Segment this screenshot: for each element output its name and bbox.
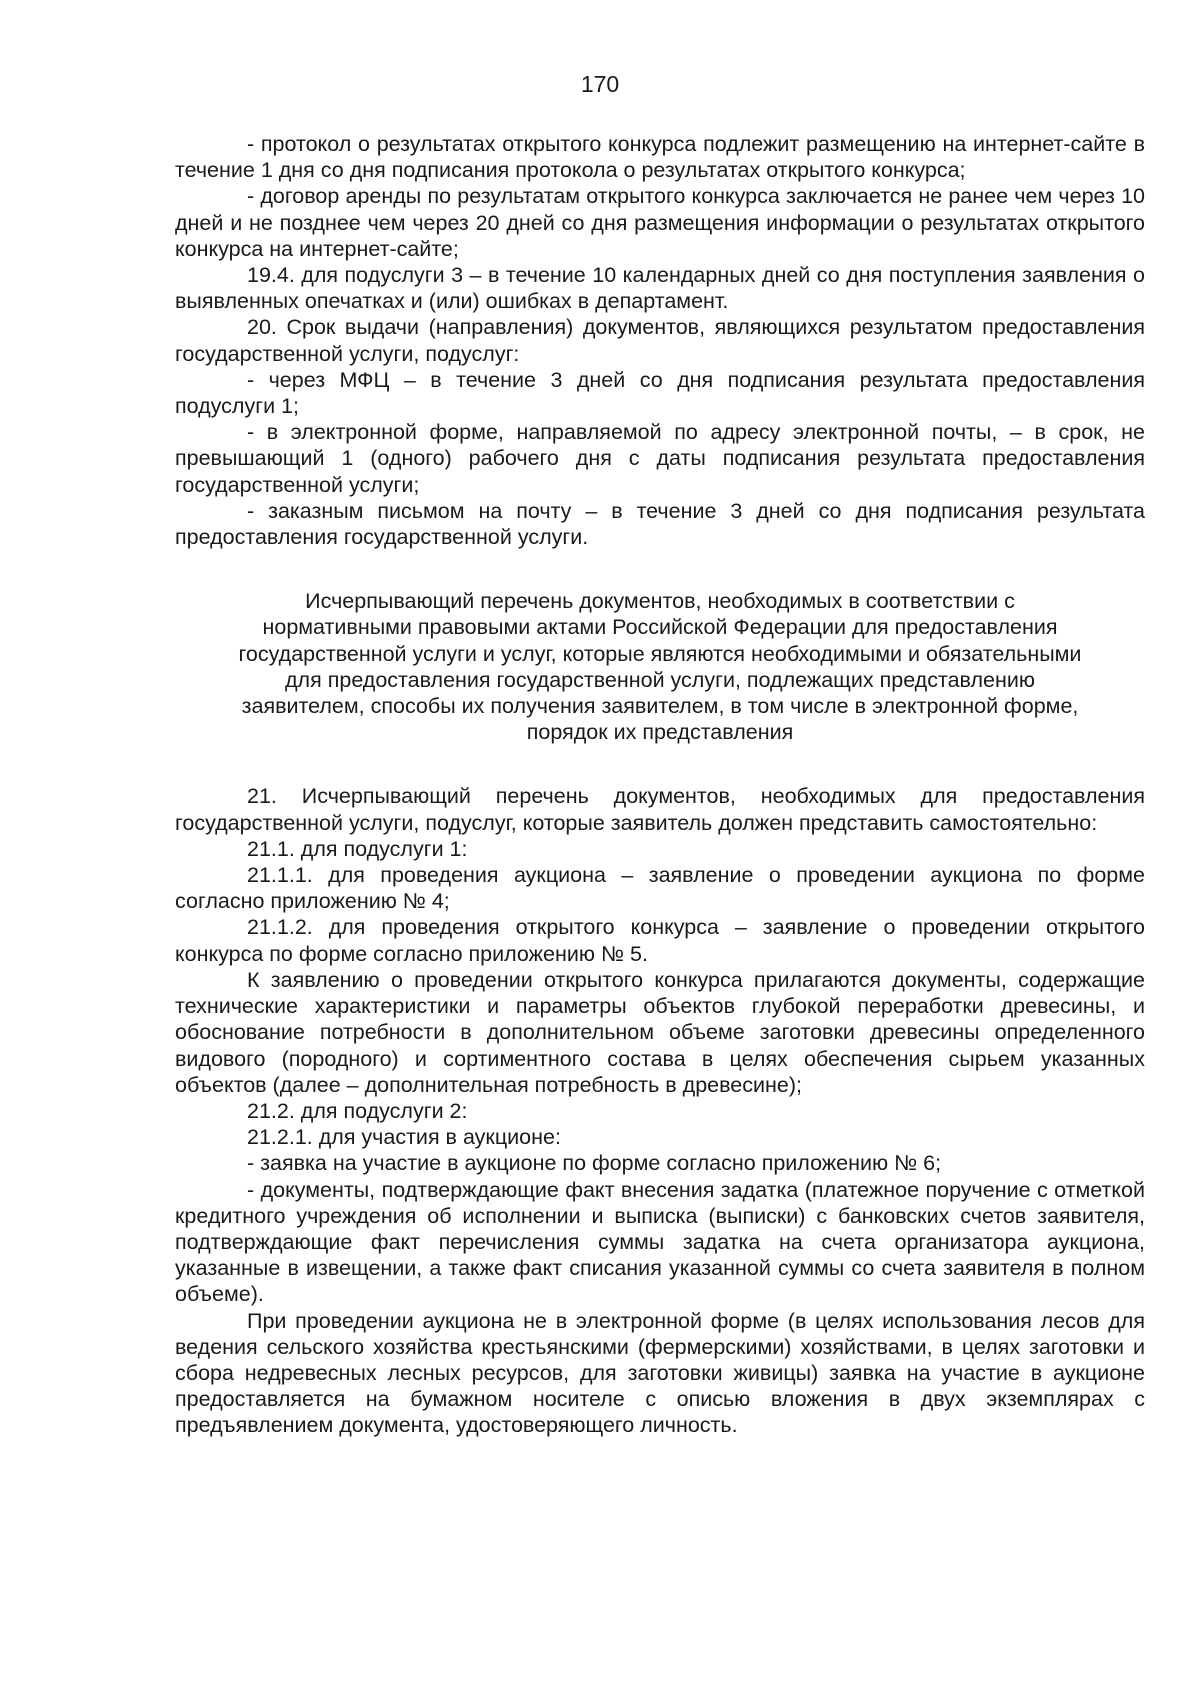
heading-line: государственной услуги и услуг, которые являются необходимыми и обязательными: [238, 641, 1082, 666]
paragraph: - договор аренды по результатам открытого конкурса заключается не ранее чем через 10 дней и не позднее чем через 20 дней со дня размещения информации о результатах открытого конкурса на интернет-сайте;: [175, 184, 1145, 261]
heading-line: порядок их представления: [526, 720, 794, 745]
paragraph: 20. Срок выдачи (направления) документов, являющихся результатом предоставления государственной услуги, подуслуг:: [175, 315, 1145, 366]
paragraph: - в электронной форме, направляемой по адресу электронной почты, – в срок, не превышающий 1 (одного) рабочего дня с даты подписания результата предоставления государственной услуги;: [175, 420, 1145, 497]
paragraph: - заказным письмом на почту – в течение 3 дней со дня подписания результата предоставления государственной услуги.: [175, 498, 1145, 550]
heading-line: для предоставления государственной услуги, подлежащих представлению: [285, 667, 1035, 692]
paragraph: - через МФЦ – в течение 3 дней со дня подписания результата предоставления подуслуги 1;: [175, 367, 1145, 419]
paragraph: 21. Исчерпывающий перечень документов, необходимых для предоставления государственной услуги, подуслуг, которые заявитель должен представить самостоятельно:: [175, 784, 1145, 835]
page-content: [175, 131, 1145, 1439]
paragraph: 21.1. для подуслуги 1:: [247, 836, 468, 861]
paragraph: 21.1.1. для проведения аукциона – заявление о проведении аукциона по форме согласно приложению № 4;: [175, 863, 1145, 914]
paragraph: - протокол о результатах открытого конкурса подлежит размещению на интернет-сайте в течение 1 дня со дня подписания протокола о результатах открытого конкурса;: [175, 132, 1145, 183]
paragraph: - документы, подтверждающие факт внесения задатка (платежное поручение с отметкой кредитного учреждения об исполнении и выписка (выписки) с банковских счетов заявителя, подтверждающие факт перечисления суммы задатка на счета организатора аукциона, указанные в извещении, а также факт списания указанной суммы со счета заявителя в полном объеме).: [175, 1177, 1145, 1307]
heading-line: заявителем, способы их получения заявителем, в том числе в электронной форме,: [241, 694, 1079, 719]
paragraph: При проведении аукциона не в электронной форме (в целях использования лесов для ведения сельского хозяйства крестьянскими (фермерскими) хозяйствами, в целях заготовки и сбора недревесных лесных ресурсов, для заготовки живицы) заявка на участие в аукционе предоставляется на бумажном носителе с описью вложения в двух экземплярах с предъявлением документа, удостоверяющего личность.: [175, 1308, 1145, 1438]
paragraph: 21.1.2. для проведения открытого конкурса – заявление о проведении открытого конкурса по форме согласно приложению № 5.: [175, 915, 1145, 966]
paragraph: 19.4. для подуслуги 3 – в течение 10 календарных дней со дня поступления заявления о выявленных опечатках и (или) ошибках в департамент.: [175, 263, 1145, 314]
page-number: 170: [580, 71, 620, 97]
paragraph: К заявлению о проведении открытого конкурса прилагаются документы, содержащие технические характеристики и параметры объектов глубокой переработки древесины, и обоснование потребности в дополнительном объеме заготовки древесины определенного видового (породного) и сортиментного состава в целях обеспечения сырьем указанных объектов (далее – дополнительная потребность в древесине);: [175, 967, 1145, 1097]
section-heading: [175, 588, 1145, 745]
paragraph: 21.2. для подуслуги 2:: [247, 1098, 468, 1123]
heading-line: нормативными правовыми актами Российской Федерации для предоставления: [262, 615, 1058, 640]
heading-line: Исчерпывающий перечень документов, необходимых в соответствии с: [305, 589, 1015, 614]
paragraph: 21.2.1. для участия в аукционе:: [247, 1125, 561, 1150]
paragraph: - заявка на участие в аукционе по форме согласно приложению № 6;: [247, 1151, 942, 1176]
